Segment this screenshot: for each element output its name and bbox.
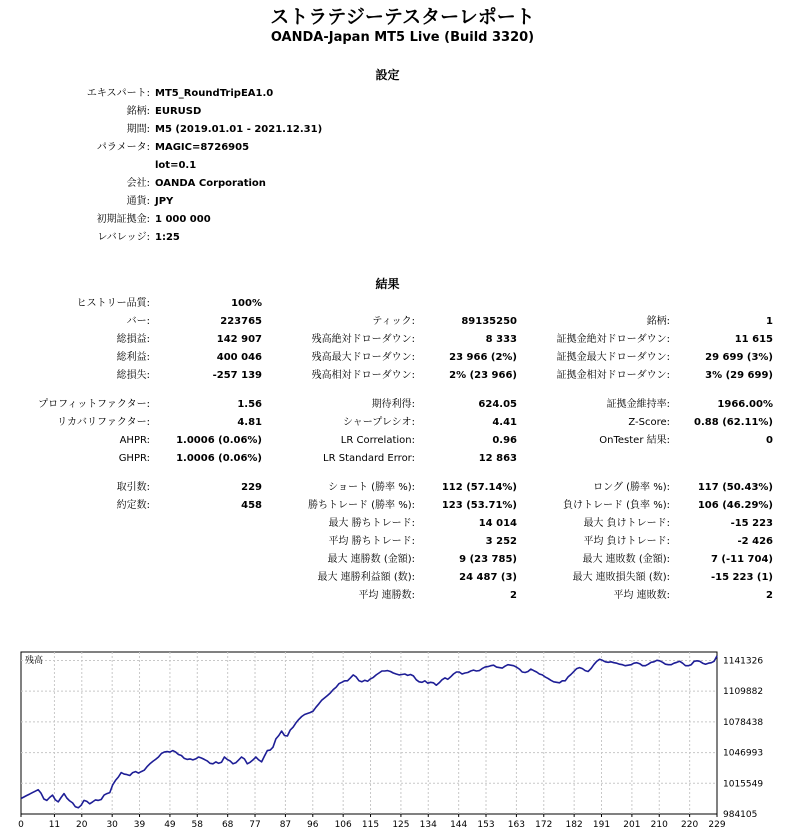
result-value: 1 [766, 316, 773, 327]
result-value: -2 426 [737, 536, 773, 547]
x-tick-label: 201 [623, 820, 641, 830]
results-spacer [0, 385, 773, 396]
result-value: 8 333 [485, 334, 517, 345]
x-tick-label: 115 [361, 820, 380, 830]
results-row [0, 295, 773, 313]
settings-row [0, 211, 455, 229]
x-tick-label: 49 [164, 820, 176, 830]
result-key: ティック: [372, 316, 415, 327]
balance-chart [0, 650, 805, 833]
result-key: ヒストリー品質: [76, 298, 150, 309]
x-tick-label: 77 [249, 820, 261, 830]
results-row [0, 396, 773, 414]
settings-key: 会社: [126, 178, 150, 189]
result-key: 最大 連敗損失額 (数): [572, 572, 670, 583]
y-tick-label: 1015549 [723, 779, 764, 790]
settings-value: lot=0.1 [155, 160, 197, 171]
result-key: プロフィットファクター: [38, 399, 150, 410]
settings-row [0, 121, 455, 139]
settings-row [0, 175, 455, 193]
result-key: 総損益: [116, 334, 150, 345]
x-tick-label: 153 [477, 820, 495, 830]
result-value: 2% (23 966) [449, 370, 517, 381]
result-value: 3 252 [485, 536, 517, 547]
x-tick-label: 96 [307, 820, 319, 830]
report-subtitle: OANDA-Japan MT5 Live (Build 3320) [270, 30, 535, 45]
settings-value: 1 000 000 [155, 214, 211, 225]
result-value: 12 863 [478, 453, 517, 464]
y-tick-label: 1109882 [723, 687, 764, 698]
result-key: 証拠金絶対ドローダウン: [556, 334, 670, 345]
y-tick-label: 984105 [723, 810, 758, 820]
result-key: 最大 連勝利益額 (数): [317, 572, 415, 583]
result-key: 勝ちトレード (勝率 %): [307, 500, 415, 511]
y-tick-label: 1141326 [723, 656, 764, 667]
result-key: 残高最大ドローダウン: [311, 352, 415, 363]
settings-key: パラメータ: [96, 142, 150, 153]
result-value: 223765 [220, 316, 262, 327]
result-value: 100% [231, 298, 262, 309]
settings-value: MT5_RoundTripEA1.0 [155, 88, 274, 99]
result-key: 平均 負けトレード: [583, 536, 670, 547]
result-key: Z-Score: [628, 417, 670, 428]
x-tick-label: 20 [76, 820, 88, 830]
results-heading: 結果 [375, 277, 400, 291]
results-row [0, 450, 773, 468]
result-key [517, 450, 670, 468]
settings-value: JPY [155, 196, 174, 207]
result-value [150, 587, 262, 605]
result-value: 229 [241, 482, 262, 493]
result-key: AHPR: [119, 435, 150, 446]
result-value: -15 223 (1) [710, 572, 773, 583]
settings-heading: 設定 [375, 68, 400, 82]
y-tick-label: 1046993 [723, 748, 764, 759]
chart-title: 残高 [25, 656, 44, 666]
settings-row [0, 139, 455, 157]
result-value: 123 (53.71%) [441, 500, 517, 511]
y-tick-label: 1078438 [723, 717, 764, 728]
settings-row [0, 157, 455, 175]
result-value: 117 (50.43%) [697, 482, 773, 493]
result-value: 458 [241, 500, 262, 511]
settings-row [0, 103, 455, 121]
result-value: 4.41 [492, 417, 517, 428]
settings-value: OANDA Corporation [155, 178, 266, 189]
x-tick-label: 11 [48, 820, 61, 830]
result-key: LR Standard Error: [323, 453, 415, 464]
result-key: OnTester 結果: [599, 435, 670, 446]
result-value: 1966.00% [717, 399, 773, 410]
results-table [0, 295, 773, 605]
result-key: 総損失: [116, 370, 150, 381]
result-key: 期待利得: [371, 399, 415, 410]
report-title: ストラテジーテスターレポート [270, 6, 535, 28]
x-tick-label: 163 [507, 820, 525, 830]
result-key: 総利益: [116, 352, 150, 363]
result-key: 残高絶対ドローダウン: [311, 334, 415, 345]
result-key [0, 515, 150, 533]
settings-row [0, 85, 455, 103]
result-key: GHPR: [118, 453, 150, 464]
result-value: 1.56 [237, 399, 262, 410]
spacer-cell [0, 468, 773, 479]
results-spacer [0, 468, 773, 479]
results-row [0, 331, 773, 349]
result-key: シャープレシオ: [342, 417, 415, 428]
result-key: LR Correlation: [340, 435, 415, 446]
settings-value: 1:25 [155, 232, 180, 243]
result-key [0, 587, 150, 605]
results-row [0, 479, 773, 497]
result-value: -15 223 [730, 518, 773, 529]
settings-key: 初期証拠金: [96, 214, 150, 225]
result-value: 11 615 [734, 334, 773, 345]
result-value: 4.81 [237, 417, 262, 428]
result-key [517, 295, 670, 313]
x-tick-label: 182 [565, 820, 583, 830]
result-key [0, 551, 150, 569]
results-row [0, 587, 773, 605]
settings-key: レバレッジ: [97, 232, 150, 243]
result-value: 14 014 [478, 518, 517, 529]
result-key: 負けトレード (負率 %): [562, 500, 670, 511]
result-value: 24 487 (3) [459, 572, 517, 583]
plot-frame [21, 652, 717, 814]
x-tick-label: 30 [106, 820, 118, 830]
x-tick-label: 210 [650, 820, 668, 830]
result-key: ロング (勝率 %): [593, 482, 670, 493]
settings-row [0, 229, 455, 247]
result-value: 400 046 [216, 352, 262, 363]
result-value [150, 515, 262, 533]
result-key [0, 569, 150, 587]
x-tick-label: 144 [450, 820, 468, 830]
result-value: 29 699 (3%) [705, 352, 773, 363]
result-value: 89135250 [461, 316, 517, 327]
result-value [670, 450, 773, 468]
settings-key: 通貨: [126, 196, 150, 207]
result-key: 平均 連敗数: [613, 590, 670, 601]
result-key: リカバリファクター: [57, 417, 150, 428]
results-row [0, 432, 773, 450]
result-value: 0 [766, 435, 773, 446]
result-key: 最大 負けトレード: [583, 518, 670, 529]
spacer-cell [0, 385, 773, 396]
results-row [0, 414, 773, 432]
result-value [150, 533, 262, 551]
results-row [0, 533, 773, 551]
result-value: 7 (-11 704) [710, 554, 773, 565]
result-value: 624.05 [478, 399, 517, 410]
x-tick-label: 0 [18, 820, 24, 830]
results-row [0, 569, 773, 587]
result-key: 最大 勝ちトレード: [328, 518, 415, 529]
result-value: -257 139 [212, 370, 262, 381]
result-key [262, 295, 415, 313]
result-value: 9 (23 785) [459, 554, 517, 565]
result-value: 3% (29 699) [705, 370, 773, 381]
result-key [0, 533, 150, 551]
x-tick-label: 172 [535, 820, 553, 830]
result-value: 1.0006 (0.06%) [176, 435, 262, 446]
settings-value: M5 (2019.01.01 - 2021.12.31) [155, 124, 323, 135]
result-key: 平均 連勝数: [358, 590, 415, 601]
results-row [0, 497, 773, 515]
x-tick-label: 134 [419, 820, 437, 830]
result-key: 最大 連敗数 (金額): [582, 554, 670, 565]
result-value: 2 [766, 590, 773, 601]
result-key: 最大 連勝数 (金額): [327, 554, 415, 565]
settings-key: 期間: [126, 124, 150, 135]
result-value: 23 966 (2%) [449, 352, 517, 363]
x-tick-label: 87 [279, 820, 292, 830]
result-value [150, 569, 262, 587]
result-key: 証拠金最大ドローダウン: [556, 352, 670, 363]
x-tick-label: 125 [392, 820, 410, 830]
x-tick-label: 220 [681, 820, 699, 830]
result-key: 残高相対ドローダウン: [311, 370, 415, 381]
result-key: 証拠金維持率: [606, 399, 670, 410]
result-value [150, 551, 262, 569]
result-value: 1.0006 (0.06%) [176, 453, 262, 464]
result-key: 約定数: [116, 500, 150, 511]
x-tick-label: 229 [708, 820, 726, 830]
x-tick-label: 68 [221, 820, 234, 830]
result-value: 142 907 [216, 334, 262, 345]
result-key: 平均 勝ちトレード: [328, 536, 415, 547]
x-tick-label: 191 [592, 820, 611, 830]
results-row [0, 367, 773, 385]
settings-key: エキスパート: [86, 88, 150, 99]
result-key: 銘柄: [646, 316, 670, 327]
result-key: 取引数: [116, 482, 150, 493]
x-tick-label: 106 [334, 820, 352, 830]
settings-key [0, 157, 155, 175]
results-row [0, 349, 773, 367]
settings-value: MAGIC=8726905 [155, 142, 250, 153]
x-tick-label: 58 [191, 820, 204, 830]
settings-value: EURUSD [155, 106, 202, 117]
result-value: 0.88 (62.11%) [694, 417, 773, 428]
settings-key: 銘柄: [126, 106, 150, 117]
result-key: バー: [126, 316, 150, 327]
result-value: 2 [510, 590, 517, 601]
settings-row [0, 193, 455, 211]
result-value: 106 (46.29%) [697, 500, 773, 511]
results-row [0, 515, 773, 533]
result-value: 0.96 [492, 435, 517, 446]
settings-table [0, 85, 455, 247]
result-value [670, 295, 773, 313]
results-row [0, 551, 773, 569]
result-value [415, 295, 517, 313]
x-tick-label: 39 [133, 820, 146, 830]
results-row [0, 313, 773, 331]
result-key: ショート (勝率 %): [328, 482, 415, 493]
result-value: 112 (57.14%) [441, 482, 517, 493]
result-key: 証拠金相対ドローダウン: [556, 370, 670, 381]
